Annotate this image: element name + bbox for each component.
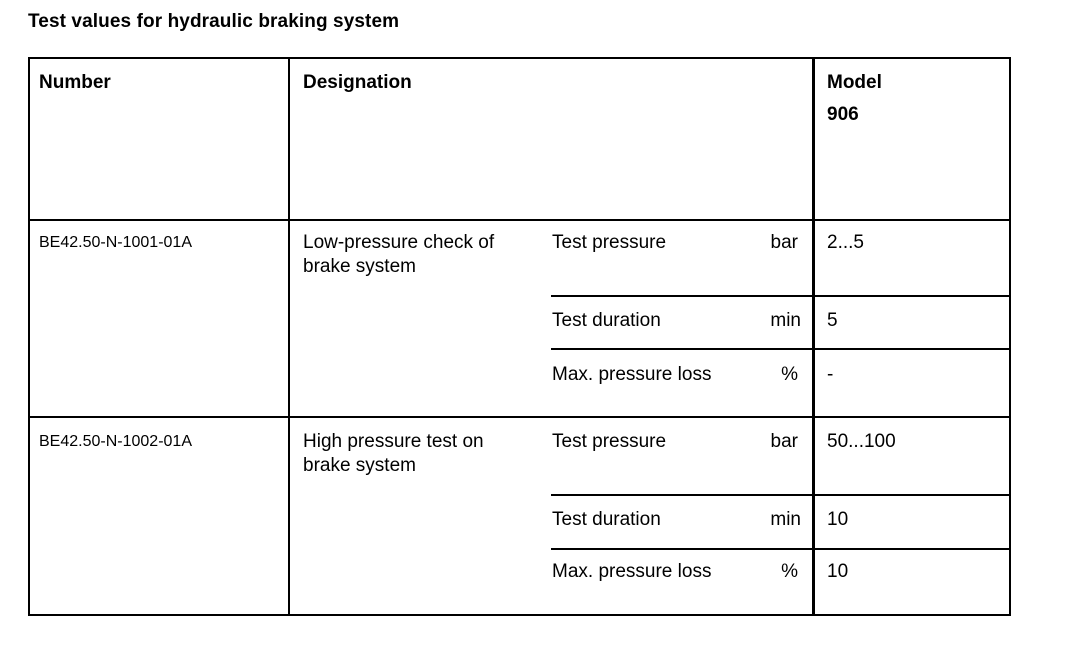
param-value: 10 <box>827 561 849 582</box>
param-unit: min <box>770 509 801 530</box>
param-value: 10 <box>827 509 849 530</box>
page-title: Test values for hydraulic braking system <box>28 11 400 32</box>
column-divider-number <box>288 57 290 616</box>
subrow-divider <box>551 295 1011 297</box>
designation-line: Low-pressure check of <box>303 232 495 253</box>
row-divider <box>28 416 1011 418</box>
header-model-label: Model <box>827 72 882 93</box>
header-row-divider <box>28 219 1011 221</box>
param-value: - <box>827 364 834 385</box>
subrow-divider <box>551 494 1011 496</box>
param-name: Max. pressure loss <box>552 561 712 582</box>
header-model-value: 906 <box>827 104 859 125</box>
table-row-number: BE42.50-N-1002-01A <box>39 433 192 450</box>
table-border-left <box>28 57 30 616</box>
param-name: Test pressure <box>552 431 667 452</box>
param-unit: bar <box>770 232 798 253</box>
param-unit: min <box>770 310 801 331</box>
table-row-number: BE42.50-N-1001-01A <box>39 234 192 251</box>
table-border-top <box>28 57 1011 59</box>
table-border-right <box>1009 57 1011 616</box>
subrow-divider <box>551 348 1011 350</box>
column-divider-model <box>812 57 815 616</box>
designation-line: brake system <box>303 256 416 277</box>
param-unit: % <box>781 364 798 385</box>
param-name: Max. pressure loss <box>552 364 712 385</box>
param-unit: % <box>781 561 798 582</box>
table-border-bottom <box>28 614 1011 616</box>
subrow-divider <box>551 548 1011 550</box>
param-value: 50...100 <box>827 431 896 452</box>
param-unit: bar <box>770 431 798 452</box>
param-name: Test duration <box>552 310 661 331</box>
param-name: Test duration <box>552 509 661 530</box>
param-name: Test pressure <box>552 232 667 253</box>
designation-line: High pressure test on <box>303 431 484 452</box>
param-value: 5 <box>827 310 838 331</box>
header-number: Number <box>39 72 111 93</box>
designation-line: brake system <box>303 455 416 476</box>
header-designation: Designation <box>303 72 412 93</box>
param-value: 2...5 <box>827 232 864 253</box>
